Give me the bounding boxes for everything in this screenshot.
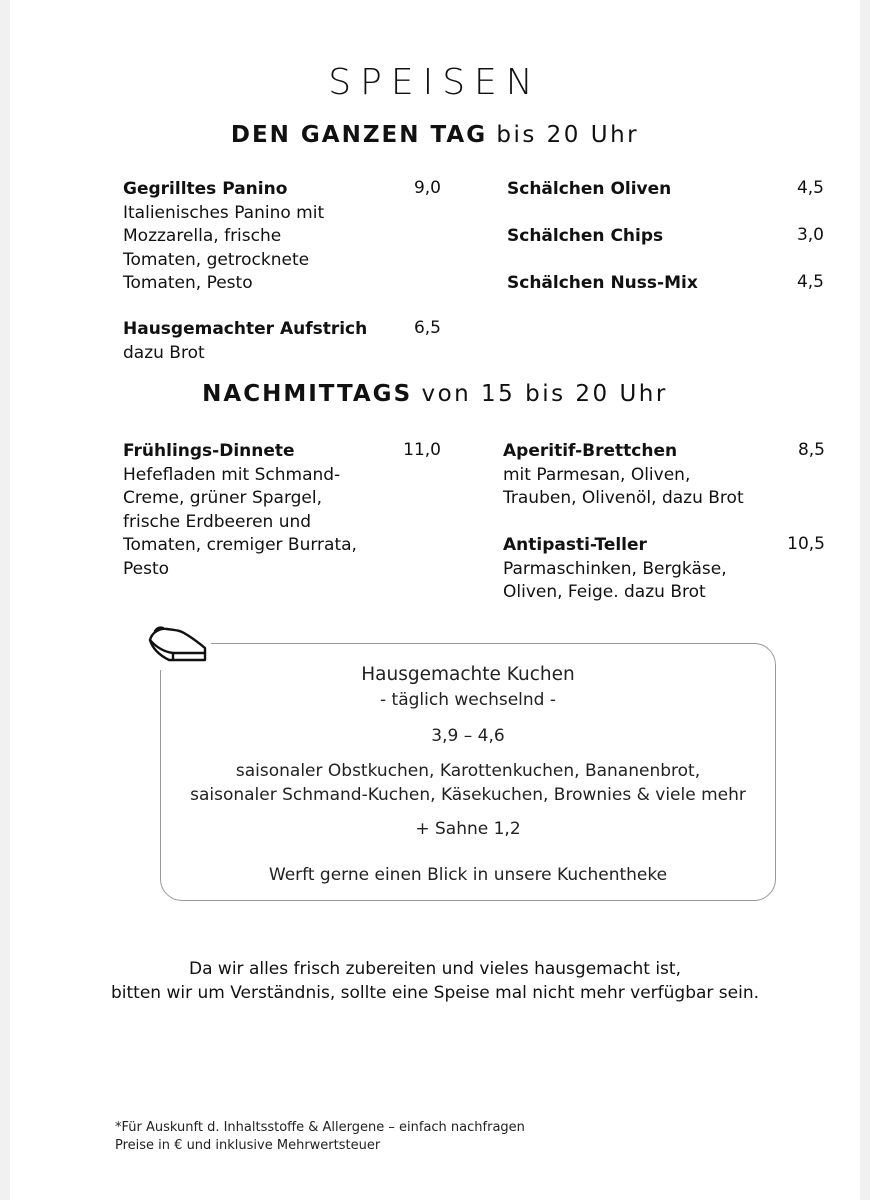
description-line: Tomaten, Pesto (123, 273, 253, 293)
menu-item-description (503, 464, 773, 511)
menu-item-price: 9,0 (413, 178, 441, 198)
cake-price: 3,9 – 4,6 (431, 726, 505, 746)
menu-item-price: 4,5 (796, 178, 824, 198)
cake-title: Hausgemachte Kuchen (361, 664, 575, 685)
description-line: Parmaschinken, Bergkäse, (503, 558, 727, 579)
description-line: frische Erdbeeren und (123, 511, 312, 532)
description-line: mit Parmesan, Oliven, (503, 464, 691, 485)
section-heading-bold: DEN GANZEN TAG (230, 122, 488, 148)
footer-notes (115, 1119, 525, 1155)
description-line: Tomaten, getrocknete (123, 249, 310, 270)
menu-item (507, 225, 757, 249)
description-line: Oliven, Feige. dazu Brot (503, 582, 706, 602)
menu-item-name: Hausgemachter Aufstrich (123, 319, 368, 339)
menu-item (503, 440, 773, 511)
menu-item-price: 10,5 (787, 534, 825, 554)
menu-item-name: Frühlings-Dinnete (123, 441, 295, 461)
menu-page (10, 0, 860, 1200)
cake-list-line: saisonaler Schmand-Kuchen, Käsekuchen, Brownies & viele mehr (190, 785, 746, 805)
description-line: Tomaten, cremiger Burrata, (123, 535, 357, 555)
section-heading-time: bis 20 Uhr (496, 122, 640, 148)
footer-line: Preise in € und inklusive Mehrwertsteuer (115, 1138, 381, 1153)
footer-line: *Für Auskunft d. Inhaltsstoffe & Allergene – einfach nachfragen (115, 1120, 525, 1135)
cake-slice-icon (145, 618, 211, 670)
menu-item-price: 11,0 (403, 440, 441, 460)
description-line: Mozzarella, frische (123, 226, 282, 246)
availability-notice (10, 957, 860, 1005)
menu-item-description (503, 558, 773, 605)
description-line: Italienisches Panino mit (123, 202, 325, 223)
description-line: Pesto (123, 558, 170, 579)
menu-item-name: Gegrilltes Panino (123, 179, 288, 199)
menu-item (507, 272, 757, 296)
menu-item-price: 8,5 (797, 440, 825, 460)
section-heading-afternoon (10, 381, 860, 407)
menu-item-description (123, 202, 413, 296)
page-title: SPEISEN (328, 62, 542, 103)
cake-subtitle: - täglich wechselnd - (379, 690, 556, 710)
notice-line: Da wir alles frisch zubereiten und vieles hausgemacht ist, (189, 959, 681, 979)
cake-extra: + Sahne 1,2 (415, 819, 521, 839)
menu-item-name: Schälchen Nuss-Mix (507, 273, 698, 293)
menu-item-description (123, 342, 413, 366)
cake-list-line: saisonaler Obstkuchen, Karottenkuchen, Bananenbrot, (235, 761, 701, 781)
menu-item-price: 3,0 (796, 225, 824, 245)
menu-item-description (123, 464, 413, 582)
section-heading-time: von 15 bis 20 Uhr (421, 381, 668, 407)
description-line: Creme, grüner Spargel, (123, 488, 323, 508)
section-heading-bold: NACHMITTAGS (202, 381, 413, 407)
menu-item-price: 6,5 (413, 318, 441, 338)
section-heading-all-day (10, 122, 860, 148)
menu-item-name: Schälchen Oliven (507, 179, 672, 199)
description-line: Trauben, Olivenöl, dazu Brot (503, 488, 744, 508)
cake-hint: Werft gerne einen Blick in unsere Kuchentheke (268, 865, 668, 885)
description-line: dazu Brot (123, 342, 205, 363)
menu-item-name: Aperitif-Brettchen (503, 441, 678, 461)
notice-line: bitten wir um Verständnis, sollte eine Speise mal nicht mehr verfügbar sein. (110, 983, 760, 1003)
menu-item (123, 178, 413, 296)
description-line: Hefefladen mit Schmand- (123, 464, 341, 485)
menu-item (123, 318, 413, 365)
menu-item (503, 534, 773, 605)
menu-item-name: Antipasti-Teller (503, 535, 647, 555)
menu-item-price: 4,5 (796, 272, 824, 292)
menu-item-name: Schälchen Chips (507, 226, 664, 246)
menu-item (123, 440, 413, 581)
menu-item (507, 178, 757, 202)
cake-info-box (160, 643, 776, 901)
